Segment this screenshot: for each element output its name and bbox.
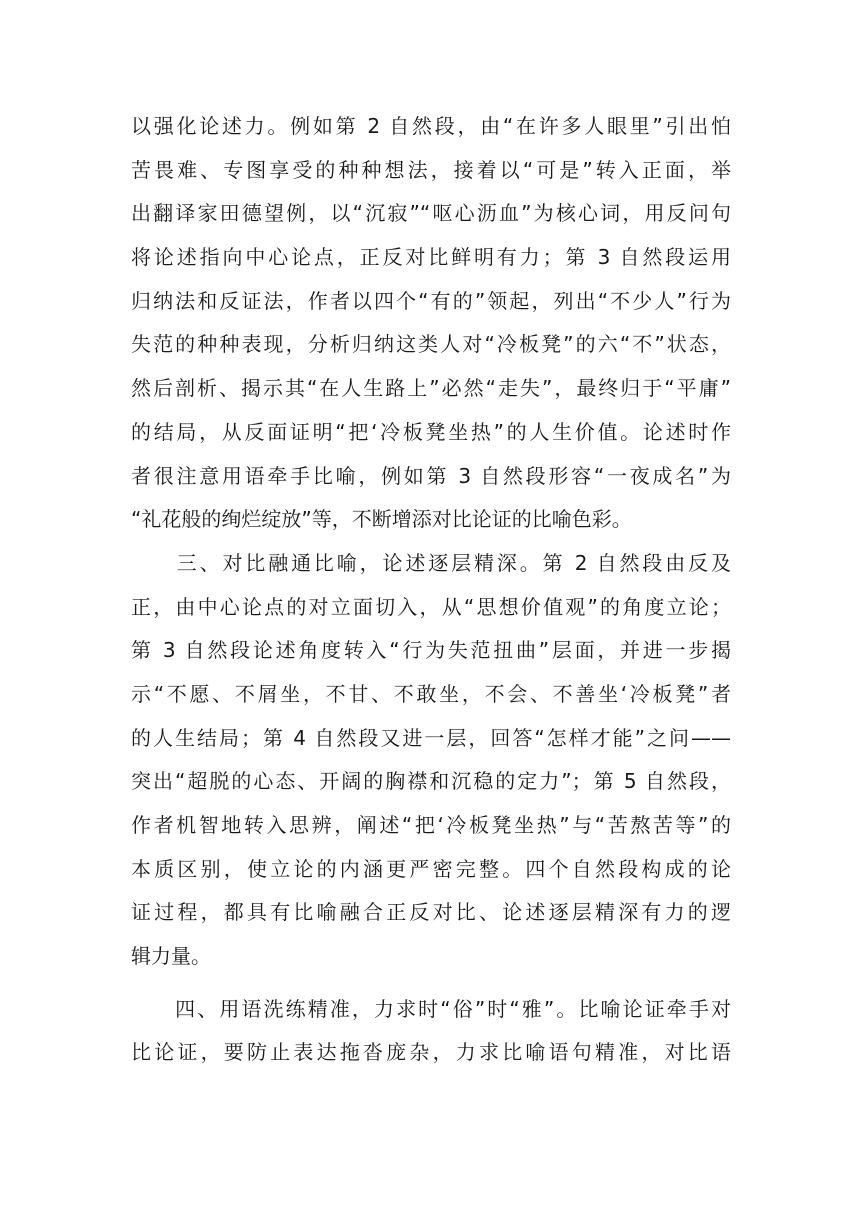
text-line: 本质区别，使立论的内涵更严密完整。四个自然段构成的论 xyxy=(131,856,731,881)
document-body xyxy=(131,105,731,1075)
text-line: 归纳法和反证法，作者以四个“有的”领起，列出“不少人”行为 xyxy=(131,288,731,313)
text-line: 苦畏难、专图享受的种种想法，接着以“可是”转入正面，举 xyxy=(131,157,731,182)
text-line: 示“不愿、不屑坐，不甘、不敢坐，不会、不善坐‘冷板凳”者 xyxy=(131,681,731,706)
text-line: 的结局，从反面证明“把‘冷板凳坐热”的人生价值。论述时作 xyxy=(131,419,731,444)
text-line: 正，由中心论点的对立面切入，从“思想价值观”的角度立论； xyxy=(131,594,731,619)
paragraph-1 xyxy=(131,105,731,542)
text-line: 三、对比融通比喻，论述逐层精深。第 2 自然段由反及 xyxy=(131,550,731,575)
text-line: 辑力量。 xyxy=(131,944,211,969)
text-line: “礼花般的绚烂绽放”等，不断增添对比论证的比喻色彩。 xyxy=(131,507,632,532)
text-line: 四、用语洗练精准，力求时“俗”时“雅”。比喻论证牵手对 xyxy=(131,996,731,1021)
text-line: 者很注意用语牵手比喻，例如第 3 自然段形容“一夜成名”为 xyxy=(131,463,731,488)
text-line: 第 3 自然段论述角度转入“行为失范扭曲”层面，并进一步揭 xyxy=(131,638,731,663)
paragraph-3 xyxy=(131,988,731,1075)
text-line: 以强化论述力。例如第 2 自然段，由“在许多人眼里”引出怕 xyxy=(131,114,731,138)
paragraph-spacing xyxy=(131,979,731,988)
text-line: 将论述指向中心论点，正反对比鲜明有力；第 3 自然段运用 xyxy=(131,245,731,270)
text-line: 比论证，要防止表达拖沓庞杂，力求比喻语句精准，对比语 xyxy=(131,1040,731,1065)
paragraph-2 xyxy=(131,542,731,979)
text-line: 然后剖析、揭示其“在人生路上”必然“走失”，最终归于“平庸” xyxy=(131,376,731,401)
text-line: 突出“超脱的心态、开阔的胸襟和沉稳的定力”；第 5 自然段， xyxy=(131,769,731,794)
text-line: 证过程，都具有比喻融合正反对比、论述逐层精深有力的逻 xyxy=(131,900,731,925)
text-line: 出翻译家田德望例，以“沉寂”“呕心沥血”为核心词，用反问句 xyxy=(131,201,731,226)
text-line: 的人生结局；第 4 自然段又进一层，回答“怎样才能”之问—— xyxy=(131,725,731,750)
text-line: 作者机智地转入思辨，阐述“把‘冷板凳坐热”与“苦熬苦等”的 xyxy=(131,813,731,837)
text-line: 失范的种种表现，分析归纳这类人对“冷板凳”的六“不”状态， xyxy=(131,332,731,357)
